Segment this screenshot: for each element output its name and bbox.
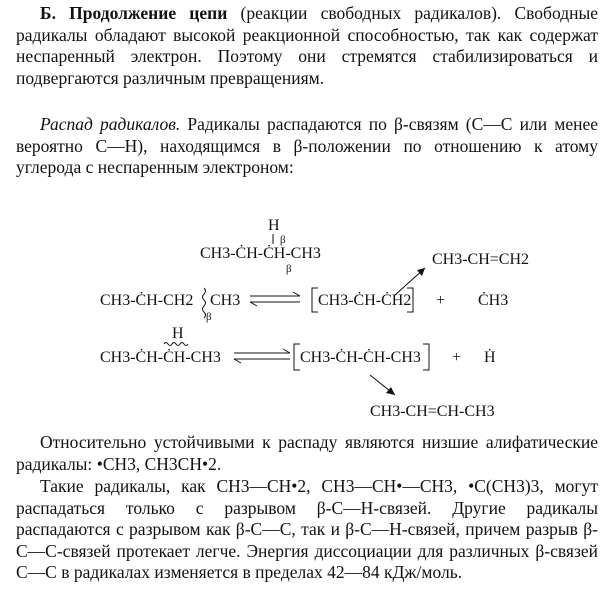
beta-label: β bbox=[206, 311, 212, 323]
top-hydrogen: H bbox=[268, 217, 280, 234]
bond-cleavage-mark bbox=[164, 343, 188, 346]
reaction-scheme bbox=[0, 210, 613, 426]
paragraph-chain-propagation bbox=[16, 3, 598, 89]
paragraph-beta-cleavage bbox=[16, 476, 598, 584]
arrowhead bbox=[386, 387, 395, 395]
product-butene: CH3-CH=CH-CH3 bbox=[370, 403, 495, 420]
hydrogen-radical: Ḣ bbox=[484, 349, 496, 366]
paragraph-radical-decay bbox=[16, 114, 598, 179]
reactant1-right: CH3 bbox=[210, 292, 241, 309]
subsection-heading: Распад радикалов. bbox=[40, 114, 181, 134]
paragraph-text: Такие радикалы, как bbox=[40, 476, 217, 496]
arrowhead bbox=[293, 292, 300, 296]
transition-state2: CH3-ĊH-ĊH-CH3 bbox=[300, 349, 421, 366]
radical-formula: •CH3, CH3CH•2. bbox=[96, 453, 222, 474]
paragraph-text: Радикалы распадаются по β-связям (С—С или менее вероятно С—Н), находящимся в β-положении по отношению к атому углерода с неспаренным электроном: bbox=[16, 114, 599, 177]
beta-label: β bbox=[280, 234, 286, 246]
paragraph-text: , могут распадаться только с разрывом β-С—Н-связей. Другие радикалы распадаются с разрывом как β-С—С, так и β-С—Н-связей, причем разрыв β-С—С-связей протекает легче. Энергия диссоциации для различных β-связей С—С в радикалах изменяется в пределах 42—84 кДж/моль. bbox=[16, 476, 598, 582]
arrowhead bbox=[283, 349, 290, 353]
section-heading: Б. Продолжение цепи bbox=[40, 3, 228, 23]
paragraph-text: (реакции свободных радикалов). Свободные радикалы обладают высокой реакционной способностью, так как содержат неспаренный электрон. Поэтому они стремятся стабилизироваться и подвергаются различным превращениям. bbox=[16, 3, 598, 88]
plus-sign: + bbox=[452, 349, 462, 366]
paragraph-text: Относительно устойчивыми к распаду являются низшие алифатические радикалы: bbox=[16, 432, 598, 474]
arrowhead bbox=[250, 302, 257, 306]
bracket-right bbox=[423, 344, 429, 370]
reactant1-left: CH3-ĊH-CH2 bbox=[100, 292, 194, 309]
reactant2-hydrogen: H bbox=[172, 325, 184, 342]
plus-sign: + bbox=[436, 292, 446, 309]
arrowhead bbox=[417, 268, 425, 276]
arrowhead bbox=[234, 359, 241, 363]
transition-state1: CH3-ĊH-ĊH2 bbox=[318, 292, 412, 309]
paragraph-stable-radicals bbox=[16, 432, 598, 475]
radical-formula: CH3—CH•2, CH3—CH•—CH3, •C(CH3)3 bbox=[216, 476, 540, 496]
top-fragment: CH3-ĊH-ĊH-CH3 bbox=[200, 245, 321, 262]
reactant2: CH3-ĊH-ĊH-CH3 bbox=[100, 349, 221, 366]
product-propene: CH3-CH=CH2 bbox=[432, 251, 530, 268]
beta-label: β bbox=[286, 263, 292, 275]
methyl-radical: ĊH3 bbox=[478, 292, 509, 309]
